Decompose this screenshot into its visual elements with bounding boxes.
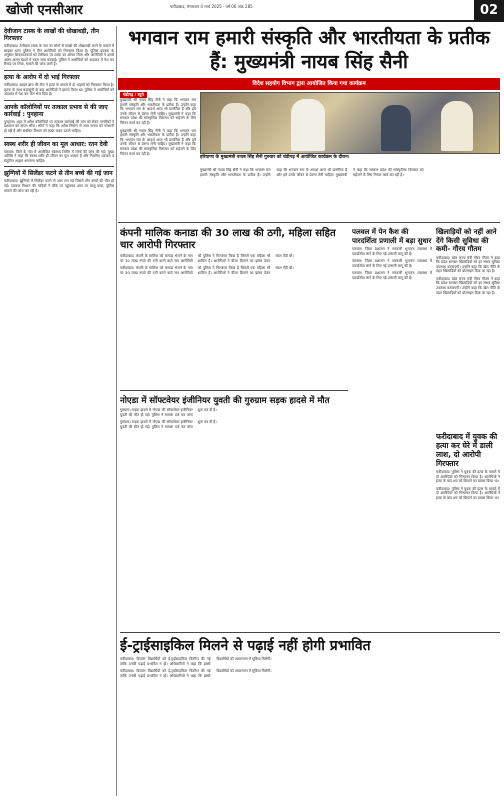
- masthead-meta: फरीदाबाद, मंगलवार 4 मार्च 2025 · वर्ष 06 अंक 285: [170, 4, 253, 9]
- story-text: फरीदाबाद। दिव्यांग विद्यार्थियों को ई-ट्राईसाइकिल वितरित की गई ताकि उनकी पढ़ाई प्रभावित न हो। अधिकारियों ने कहा कि इससे विद्यार्थियों को आवागमन में सुविधा मिलेगी।: [120, 669, 272, 678]
- story-text: गुरुग्राम। सड़क हादसे में नोएडा की सॉफ्टवेयर इंजीनियर युवती की मौत हो गई। पुलिस ने मामला दर्ज कर जांच शुरू कर दी है।: [120, 420, 217, 429]
- masthead: [0, 0, 504, 22]
- lead-body-continued: [200, 168, 500, 220]
- lead-photo-caption: हरियाणा के मुख्यमंत्री नायब सिंह सैनी गुरुवार को चंडीगढ़ में आयोजित कार्यक्रम के दौरान।: [200, 155, 350, 160]
- story-headline: नोएडा में सॉफ्टवेयर इंजीनियर युवती की गुरुग्राम सड़क हादसे में मौत: [120, 396, 330, 406]
- story-headline: पलवल में पेन कैश की पारदर्शिता प्रणाली में बड़ा सुधार: [352, 228, 432, 245]
- story-text: पलवल। जिला प्रशासन ने सरकारी भुगतान व्यवस्था में पारदर्शिता लाने के लिए नई प्रणाली लागू की है।: [352, 259, 432, 268]
- story-text: फरीदाबाद। पुलिस ने युवक की हत्या के मामले में दो आरोपियों को गिरफ्तार किया है। आरोपियों ने हत्या के बाद शव को छिपाने का प्रयास किया था।: [436, 486, 500, 500]
- page-number: 02: [474, 0, 504, 22]
- story-headline: फरीदाबाद में युवक की हत्या कर घेरे में डाली लाश, दो आरोपी गिरफ्तार: [436, 432, 498, 468]
- story-faridabad-murder: [436, 430, 500, 630]
- left-item: [4, 141, 114, 164]
- left-item-text: पुनहाना। शहर में अवैध कॉलोनियों पर तत्काल कार्रवाई की मांग को लेकर नागरिकों ने प्रशासन को ज्ञापन सौंपा। लोगों ने कहा कि अवैध निर्माण से आम जनता को परेशानी हो रही है और संबंधित विभाग को सख्त कदम उठाने चाहिए।: [4, 119, 114, 133]
- lead-photo: [200, 92, 500, 154]
- story-text: गुरुग्राम। सड़क हादसे में नोएडा की सॉफ्टवेयर इंजीनियर युवती की मौत हो गई। पुलिस ने मामला दर्ज कर जांच शुरू कर दी है।: [120, 408, 217, 417]
- left-item: [4, 170, 114, 193]
- story-text: फरीदाबाद। दिव्यांग विद्यार्थियों को ई-ट्राईसाइकिल वितरित की गई ताकि उनकी पढ़ाई प्रभावित न हो। अधिकारियों ने कहा कि इससे विद्यार्थियों को आवागमन में सुविधा मिलेगी।: [120, 657, 272, 666]
- story-text: फरीदाबाद। कंपनी के मालिक को कनाडा भेजने के नाम पर 30 लाख रुपये की ठगी करने वाले चार आरोपियों को पुलिस ने गिरफ्तार किया है जिसमें एक महिला भी शामिल है। आरोपियों ने वीजा दिलाने का झांसा देकर रकम ऐंठी थी।: [120, 266, 294, 275]
- lead-text: मुख्यमंत्री श्री नायब सिंह सैनी ने कहा कि भगवान राम हमारी संस्कृति और भारतीयता के प्रतीक हैं। उन्होंने कहा कि भगवान राम के आदर्श आज भी प्रासंगिक हैं और हमें उनके जीवन से प्रेरणा लेनी चाहिए। मुख्यमंत्री ने कहा कि सरकार प्रदेश की सांस्कृतिक विरासत को सहेजने के लिए निरंतर कार्य कर रही है।: [120, 128, 196, 156]
- left-item-title: देवीजाग टास्क के लाखों की धोखाधड़ी, तीन गिरफ्तार: [4, 28, 100, 42]
- left-item: [4, 28, 114, 67]
- story-headline: कंपनी मालिक कनाडा की 30 लाख की ठगी, महिला सहित चार आरोपी गिरफ्तार: [120, 228, 336, 251]
- left-item-text: फरीदाबाद। झुग्गियों में सिलेंडर फटने से आग लग गई जिसमें तीन बच्चों की मौत हो गई। दमकल विभाग की गाड़ियों ने मौके पर पहुंचकर आग पर काबू पाया, पुलिस मामले की जांच कर रही है।: [4, 179, 114, 193]
- left-item: [4, 104, 114, 134]
- story-noida: [120, 394, 348, 574]
- story-text: फरीदाबाद। कंपनी के मालिक को कनाडा भेजने के नाम पर 30 लाख रुपये की ठगी करने वाले चार आरोपियों को पुलिस ने गिरफ्तार किया है जिसमें एक महिला भी शामिल है। आरोपियों ने वीजा दिलाने का झांसा देकर रकम ऐंठी थी।: [120, 254, 294, 263]
- lead-headline: भगवान राम हमारी संस्कृति और भारतीयता के प्रतीक हैं: मुख्यमंत्री नायब सिंह सैनी: [128, 27, 490, 73]
- story-sports: [436, 226, 500, 426]
- brand-logo: खोजी एनसीआर: [6, 3, 83, 18]
- left-item-text: पलवल। जिले के गांव में आयोजित स्वास्थ्य शिविर में लोगों की जांच की गई। मुख्य अतिथि ने कहा कि स्वस्थ शरीर ही जीवन का मूल आधार है और नियमित व्यायाम व संतुलित आहार अपनाना चाहिए।: [4, 149, 114, 163]
- story-text: फरीदाबाद। खेल राज्य मंत्री गौरव गौतम ने कहा कि प्रदेश सरकार खिलाड़ियों को हर संभव सुविधा उपलब्ध करवाएगी। उन्होंने कहा कि खेल नीति के तहत खिलाड़ियों को प्रोत्साहन दिया जा रहा है।: [436, 276, 500, 295]
- story-company-fraud: [120, 226, 348, 386]
- left-item-text: फरीदाबाद। टेलीग्राम टास्क के नाम पर लोगों से लाखों की धोखाधड़ी करने के मामले में साइबर थाना पुलिस ने तीन आरोपियों को गिरफ्तार किया है। पुलिस प्रवक्ता के अनुसार शिकायतकर्ता को टेलीग्राम पर टास्क का ऑफर मिला और आरोपियों ने उससे अलग-अलग खातों में रकम जमा करवाई। पुलिस ने आरोपियों को अदालत में पेश कर रिमांड पर लिया, मामले की जांच जारी है।: [4, 44, 114, 67]
- left-item-text: फरीदाबाद। क्राइम ब्रांच की टीम ने हत्या के मामले में दो भाइयों को गिरफ्तार किया है। मृतक के साथ कहासुनी के बाद आरोपियों ने हमला किया था। पुलिस ने आरोपियों को अदालत में पेश कर जेल भेज दिया है।: [4, 82, 114, 97]
- story-text: फरीदाबाद। पुलिस ने युवक की हत्या के मामले में दो आरोपियों को गिरफ्तार किया है। आरोपियों ने हत्या के बाद शव को छिपाने का प्रयास किया था।: [436, 470, 500, 484]
- lead-subheading: विदेश सहयोग विभाग द्वारा आयोजित किया गया कार्यक्रम: [118, 78, 500, 90]
- story-text: फरीदाबाद। खेल राज्य मंत्री गौरव गौतम ने कहा कि प्रदेश सरकार खिलाड़ियों को हर संभव सुविधा उपलब्ध करवाएगी। उन्होंने कहा कि खेल नीति के तहत खिलाड़ियों को प्रोत्साहन दिया जा रहा है।: [436, 255, 500, 274]
- left-item-title: स्वस्थ शरीर ही जीवन का मूल आधार: रतन देवी: [4, 140, 108, 148]
- lead-story: [118, 26, 500, 74]
- dateline: चंडीगढ़ / ब्यूरो: [120, 92, 147, 98]
- lead-text: मुख्यमंत्री श्री नायब सिंह सैनी ने कहा कि भगवान राम हमारी संस्कृति और भारतीयता के प्रतीक हैं। उन्होंने कहा कि भगवान राम के आदर्श आज भी प्रासंगिक हैं और हमें उनके जीवन से प्रेरणा लेनी चाहिए। मुख्यमंत्री ने कहा कि सरकार प्रदेश की सांस्कृतिक विरासत को सहेजने के लिए निरंतर कार्य कर रही है।: [200, 168, 424, 177]
- lead-text: मुख्यमंत्री श्री नायब सिंह सैनी ने कहा कि भगवान राम हमारी संस्कृति और भारतीयता के प्रतीक हैं। उन्होंने कहा कि भगवान राम के आदर्श आज भी प्रासंगिक हैं और हमें उनके जीवन से प्रेरणा लेनी चाहिए। मुख्यमंत्री ने कहा कि सरकार प्रदेश की सांस्कृतिक विरासत को सहेजने के लिए निरंतर कार्य कर रही है।: [120, 98, 196, 125]
- left-column: [4, 26, 114, 796]
- story-text: पलवल। जिला प्रशासन ने सरकारी भुगतान व्यवस्था में पारदर्शिता लाने के लिए नई प्रणाली लागू की है।: [352, 247, 432, 256]
- story-headline: खिलाड़ियों को नहीं आने देंगे किसी सुविधा की कमी- गौरव गौतम: [436, 228, 497, 253]
- left-item: [4, 74, 114, 97]
- story-etricycle: [120, 636, 500, 796]
- left-item-title: झुग्गियों में सिलेंडर फटने से तीन बच्चे की गई जान: [4, 170, 113, 178]
- story-text: पलवल। जिला प्रशासन ने सरकारी भुगतान व्यवस्था में पारदर्शिता लाने के लिए नई प्रणाली लागू की है।: [352, 271, 432, 280]
- story-palwal: [352, 226, 432, 626]
- left-item-title: हत्या के आरोप में दो भाई गिरफ्तार: [4, 73, 80, 81]
- story-headline: ई-ट्राईसाइकिल मिलने से पढ़ाई नहीं होगी प्रभावित: [120, 638, 371, 654]
- lead-body-column: [120, 92, 196, 212]
- left-item-title: आपके कॉलोनियों पर तत्काल प्रभाव से की जाए कार्रवाई : पुनहाना: [4, 103, 108, 118]
